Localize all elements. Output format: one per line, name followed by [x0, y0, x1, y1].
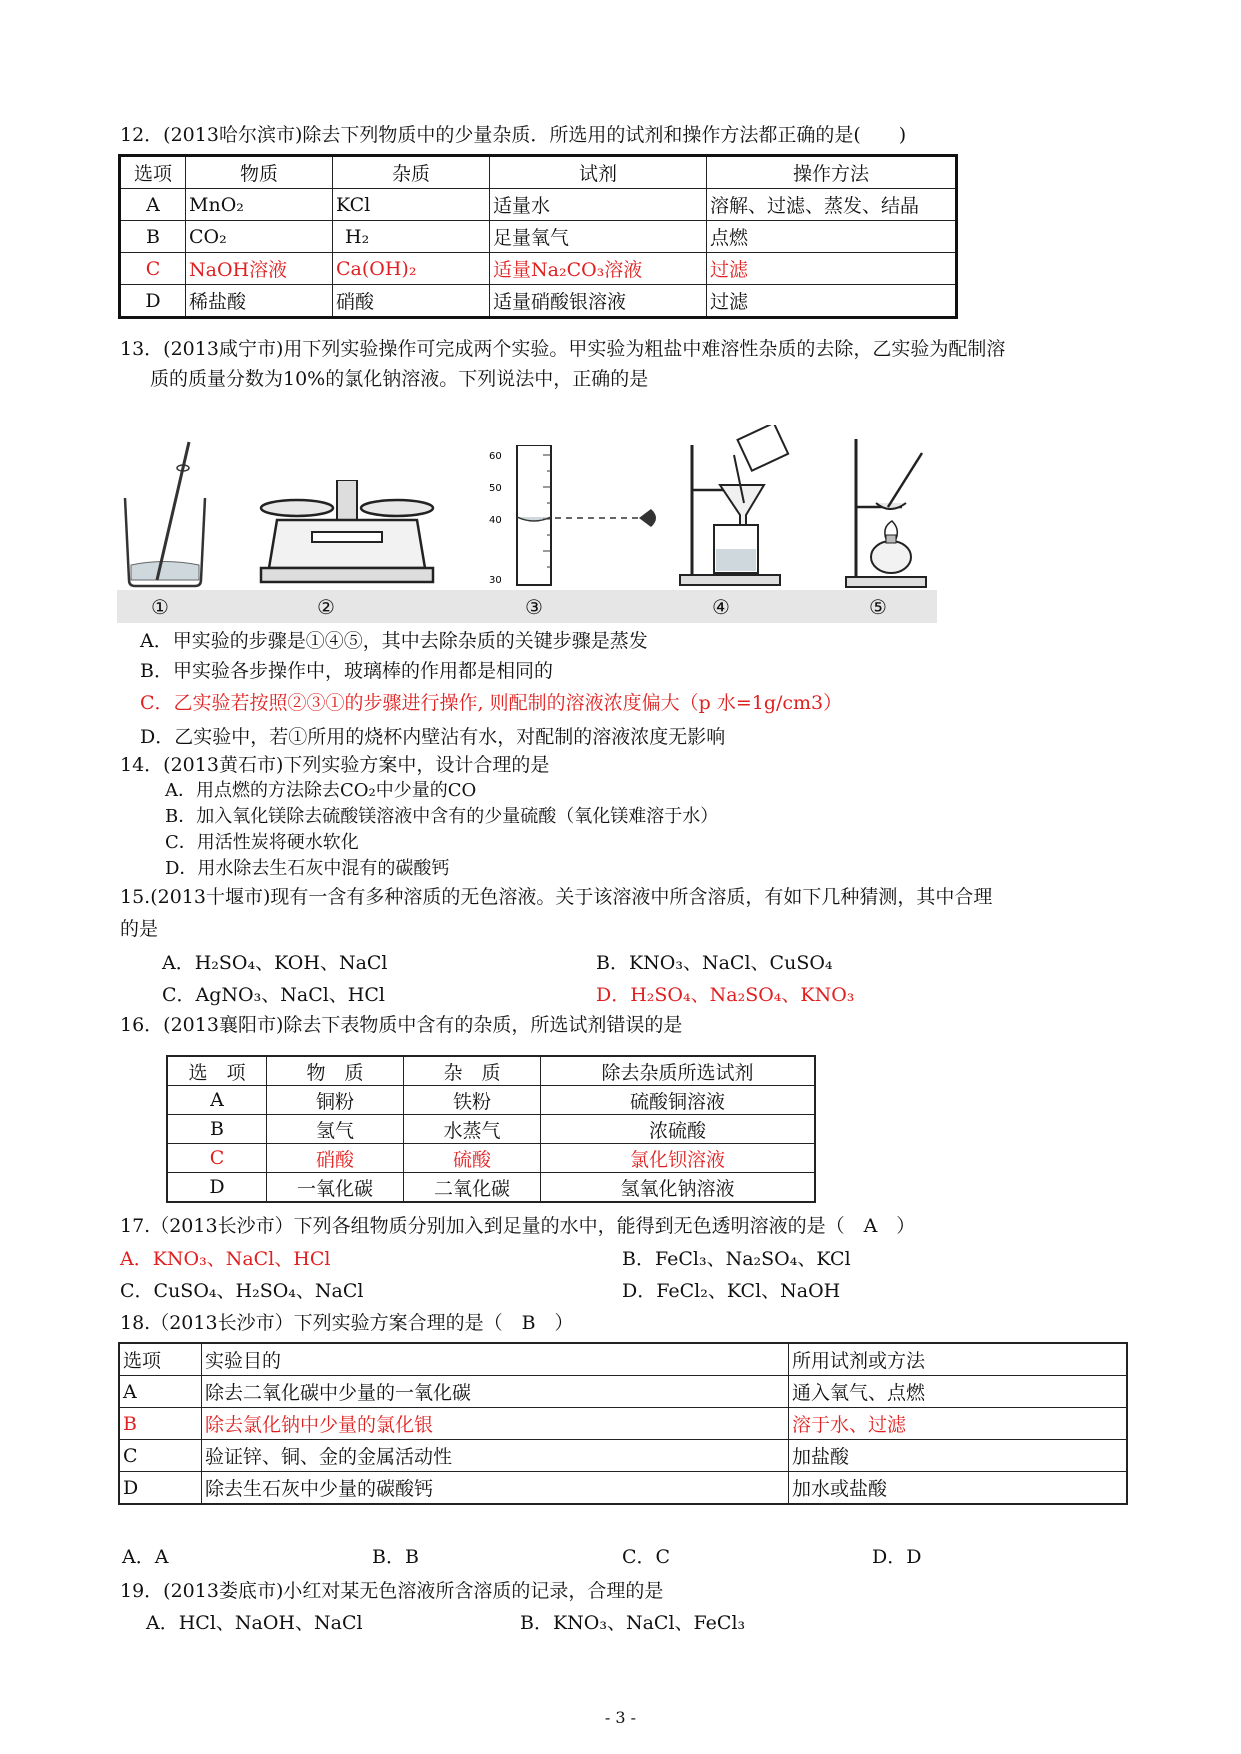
figure-label: ⑤ [869, 595, 887, 619]
q15-option-d: D．H₂SO₄、Na₂SO₄、KNO₃ [596, 984, 855, 1006]
table-cell: 稀盐酸 [186, 285, 333, 318]
table-cell: A [167, 1086, 267, 1115]
q17-option-a: A．KNO₃、NaCl、HCl [120, 1248, 331, 1270]
q15-option-a: A．H₂SO₄、KOH、NaCl [162, 952, 388, 974]
q14-option-a: A．用点燃的方法除去CO₂中少量的CO [165, 780, 477, 801]
table-cell: B [120, 221, 186, 253]
table-header-row [167, 1056, 815, 1086]
q19-option-a: A．HCl、NaOH、NaCl [146, 1612, 363, 1634]
table-header-cell: 选 项 [167, 1056, 267, 1086]
table-cell: 溶于水、过滤 [789, 1408, 1128, 1440]
q18-answer-c: C．C [622, 1546, 671, 1568]
q13-apparatus-figure [117, 425, 937, 625]
table-cell: 加盐酸 [789, 1440, 1128, 1472]
table-header-row [119, 1343, 1127, 1376]
table-cell: NaOH溶液 [186, 253, 333, 285]
cylinder-tick-label: 60 [489, 451, 502, 462]
table-cell: KCl [333, 189, 490, 221]
table-row-answer [167, 1144, 815, 1173]
table-cell: MnO₂ [186, 189, 333, 221]
table-cell: 除去二氧化碳中少量的一氧化碳 [202, 1376, 789, 1408]
q18-table [118, 1342, 1128, 1505]
table-cell: 过滤 [707, 253, 957, 285]
q18-answer-b: B．B [372, 1546, 419, 1568]
table-cell: B [119, 1408, 202, 1440]
table-cell: C [120, 253, 186, 285]
table-row [119, 1440, 1127, 1472]
q12-table [118, 154, 958, 319]
table-cell: 点燃 [707, 221, 957, 253]
table-header-cell: 物质 [186, 156, 333, 189]
table-cell: 除去生石灰中少量的碳酸钙 [202, 1472, 789, 1505]
q17-option-b: B．FeCl₃、Na₂SO₄、KCl [622, 1248, 851, 1270]
table-cell: 足量氧气 [490, 221, 707, 253]
table-cell: A [119, 1376, 202, 1408]
filtration-setup-icon [672, 425, 802, 590]
table-row [120, 285, 957, 318]
table-header-cell: 物 质 [267, 1056, 404, 1086]
evaporation-setup-icon [842, 435, 942, 590]
table-cell: 氯化钡溶液 [541, 1144, 816, 1173]
table-header-cell: 杂 质 [404, 1056, 541, 1086]
table-row [167, 1173, 815, 1203]
q13-option-d: D．乙实验中，若①所用的烧杯内壁沾有水，对配制的溶液浓度无影响 [140, 726, 726, 748]
table-header-cell: 实验目的 [202, 1343, 789, 1376]
q17-option-d: D．FeCl₂、KCl、NaOH [622, 1280, 841, 1302]
table-cell: 适量Na₂CO₃溶液 [490, 253, 707, 285]
table-cell: 验证锌、铜、金的金属活动性 [202, 1440, 789, 1472]
balance-scale-icon [257, 480, 437, 590]
q17-stem: 17.（2013长沙市）下列各组物质分别加入到足量的水中，能得到无色透明溶液的是（ A ） [120, 1215, 916, 1237]
table-header-cell: 选项 [120, 156, 186, 189]
table-row [120, 221, 957, 253]
q15-option-b: B．KNO₃、NaCl、CuSO₄ [596, 952, 833, 974]
q16-stem: 16．(2013襄阳市)除去下表物质中含有的杂质，所选试剂错误的是 [120, 1014, 683, 1036]
table-cell: 硝酸 [267, 1144, 404, 1173]
table-cell: 过滤 [707, 285, 957, 318]
table-cell: A [120, 189, 186, 221]
table-cell: 适量硝酸银溶液 [490, 285, 707, 318]
cylinder-tick-label: 40 [489, 515, 502, 526]
table-cell: B [167, 1115, 267, 1144]
q18-answer-a: A．A [122, 1546, 169, 1568]
table-cell: D [120, 285, 186, 318]
table-cell: 水蒸气 [404, 1115, 541, 1144]
beaker-stirring-icon [117, 440, 212, 590]
table-header-cell: 操作方法 [707, 156, 957, 189]
table-cell: CO₂ [186, 221, 333, 253]
table-cell: 氢氧化钠溶液 [541, 1173, 816, 1203]
table-cell: 溶解、过滤、蒸发、结晶 [707, 189, 957, 221]
table-row-answer [119, 1408, 1127, 1440]
table-row-answer [120, 253, 957, 285]
cylinder-tick-label: 30 [489, 575, 502, 586]
table-row [119, 1376, 1127, 1408]
q18-stem: 18.（2013长沙市）下列实验方案合理的是（ B ） [120, 1312, 574, 1334]
table-cell: C [119, 1440, 202, 1472]
graduated-cylinder-icon [489, 445, 669, 590]
table-cell: 氢气 [267, 1115, 404, 1144]
q19-stem: 19．(2013娄底市)小红对某无色溶液所含溶质的记录，合理的是 [120, 1580, 664, 1602]
table-header-cell: 杂质 [333, 156, 490, 189]
table-cell: 一氧化碳 [267, 1173, 404, 1203]
table-row [167, 1086, 815, 1115]
q15-stem-line1: 15.(2013十堰市)现有一含有多种溶质的无色溶液。关于该溶液中所含溶质，有如下几种猜测，其中合理 [120, 886, 993, 908]
figure-label: ③ [525, 595, 543, 619]
q14-stem: 14．(2013黄石市)下列实验方案中，设计合理的是 [120, 754, 550, 776]
q13-stem-line1: 13．(2013咸宁市)用下列实验操作可完成两个实验。甲实验为粗盐中难溶性杂质的去除，乙实验为配制溶 [120, 338, 1006, 360]
page-number: - 3 - [604, 1708, 637, 1727]
q17-option-c: C．CuSO₄、H₂SO₄、NaCl [120, 1280, 364, 1302]
table-row [120, 189, 957, 221]
table-cell: 加水或盐酸 [789, 1472, 1128, 1505]
table-cell: D [119, 1472, 202, 1505]
q13-stem-line2: 质的质量分数为10%的氯化钠溶液。下列说法中，正确的是 [150, 368, 649, 390]
table-cell: D [167, 1173, 267, 1203]
table-header-cell: 试剂 [490, 156, 707, 189]
q18-answer-d: D．D [872, 1546, 922, 1568]
table-header-row [120, 156, 957, 189]
table-header-cell: 除去杂质所选试剂 [541, 1056, 816, 1086]
cylinder-tick-label: 50 [489, 483, 502, 494]
table-row [119, 1472, 1127, 1505]
table-header-cell: 所用试剂或方法 [789, 1343, 1128, 1376]
table-cell: 硫酸铜溶液 [541, 1086, 816, 1115]
table-cell: 二氧化碳 [404, 1173, 541, 1203]
table-cell: 适量水 [490, 189, 707, 221]
table-cell: 除去氯化钠中少量的氯化银 [202, 1408, 789, 1440]
figure-label: ① [151, 595, 169, 619]
table-cell: 浓硫酸 [541, 1115, 816, 1144]
q15-option-c: C．AgNO₃、NaCl、HCl [162, 984, 385, 1006]
table-cell: Ca(OH)₂ [333, 253, 490, 285]
q14-option-c: C．用活性炭将硬水软化 [165, 832, 359, 853]
q13-option-a: A．甲实验的步骤是①④⑤，其中去除杂质的关键步骤是蒸发 [140, 630, 648, 652]
table-cell: 硫酸 [404, 1144, 541, 1173]
table-cell: H₂ [333, 221, 490, 253]
q14-option-d: D．用水除去生石灰中混有的碳酸钙 [165, 858, 450, 879]
figure-label: ② [317, 595, 335, 619]
q13-option-b: B．甲实验各步操作中，玻璃棒的作用都是相同的 [140, 660, 553, 682]
q13-option-c: C．乙实验若按照②③①的步骤进行操作, 则配制的溶液浓度偏大（p 水=1g/cm3） [140, 692, 843, 714]
q19-option-b: B．KNO₃、NaCl、FeCl₃ [520, 1612, 746, 1634]
table-header-cell: 选项 [119, 1343, 202, 1376]
q14-option-b: B．加入氧化镁除去硫酸镁溶液中含有的少量硫酸（氧化镁难溶于水） [165, 806, 719, 827]
table-cell: 通入氧气、点燃 [789, 1376, 1128, 1408]
q15-stem-line2: 的是 [120, 918, 159, 940]
table-cell: 铜粉 [267, 1086, 404, 1115]
q16-table [166, 1055, 816, 1203]
table-row [167, 1115, 815, 1144]
figure-label: ④ [712, 595, 730, 619]
table-cell: 铁粉 [404, 1086, 541, 1115]
q12-stem: 12．(2013哈尔滨市)除去下列物质中的少量杂质．所选用的试剂和操作方法都正确的是( ) [120, 124, 907, 146]
table-cell: 硝酸 [333, 285, 490, 318]
table-cell: C [167, 1144, 267, 1173]
